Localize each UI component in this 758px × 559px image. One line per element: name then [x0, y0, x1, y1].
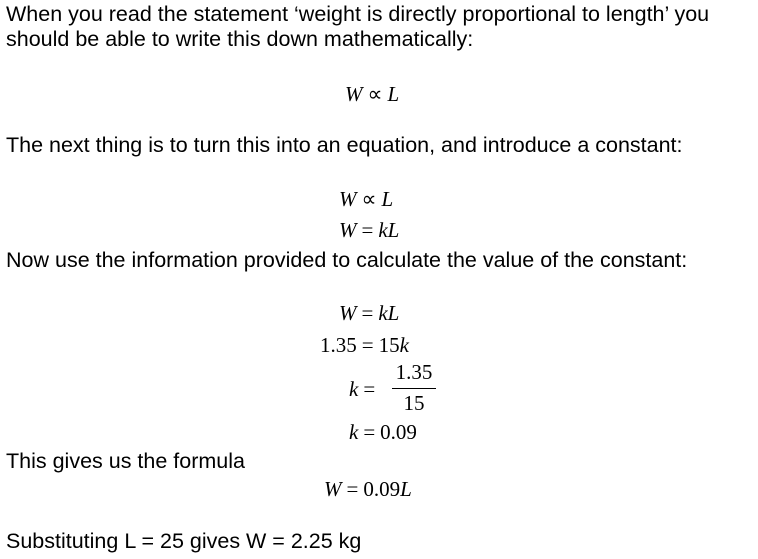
math-var-w: W [324, 477, 342, 501]
math-var-w: W [339, 187, 357, 211]
proportionality-expression-2 [339, 187, 393, 211]
proportionality-expression [345, 82, 399, 106]
substitution-result-text: Substituting L = 25 gives W = 2.25 kg [6, 529, 362, 553]
math-var-w: W [339, 218, 357, 242]
equation-substituted [320, 333, 409, 357]
fraction-numerator: 1.35 [395, 360, 433, 384]
equals-symbol: = [361, 218, 374, 242]
equals-symbol: = [361, 301, 374, 325]
math-var-l: L [400, 477, 412, 501]
math-var-l: L [381, 187, 394, 211]
calculate-constant-text: Now use the information provided to calculate the value of the constant: [6, 248, 688, 272]
intro-line-1: When you read the statement ‘weight is directly proportional to length’ you [6, 2, 710, 26]
math-var-k: k [349, 377, 359, 401]
math-rhs-value: 15 [378, 333, 400, 357]
fraction-bar [392, 388, 436, 389]
math-formula-coefficient: 0.09 [363, 477, 401, 501]
math-k-value: 0.09 [380, 420, 417, 444]
proportional-symbol: ∝ [367, 82, 383, 106]
math-var-k: k [349, 420, 359, 444]
equation-k-fraction-lhs [349, 377, 380, 401]
final-formula [324, 477, 412, 501]
equals-symbol: = [361, 333, 374, 357]
equation-w-equals-kl-2 [339, 301, 399, 325]
math-var-kl: kL [378, 301, 400, 325]
math-lhs-value: 1.35 [320, 333, 357, 357]
equation-k-value [349, 420, 417, 444]
equals-symbol: = [363, 377, 376, 401]
math-var-w: W [345, 82, 363, 106]
equals-symbol: = [363, 420, 376, 444]
equals-symbol: = [346, 477, 359, 501]
math-var-kl: kL [378, 218, 400, 242]
math-var-l: L [387, 82, 400, 106]
proportional-symbol: ∝ [361, 187, 377, 211]
math-var-k: k [399, 333, 409, 357]
equation-w-equals-kl [339, 218, 399, 242]
equation-intro-text: The next thing is to turn this into an equation, and introduce a constant: [6, 133, 683, 157]
fraction-denominator: 15 [403, 391, 425, 415]
formula-intro-text: This gives us the formula [6, 449, 245, 473]
math-var-w: W [339, 301, 357, 325]
fraction [392, 361, 436, 417]
intro-line-2: should be able to write this down mathematically: [6, 27, 474, 51]
